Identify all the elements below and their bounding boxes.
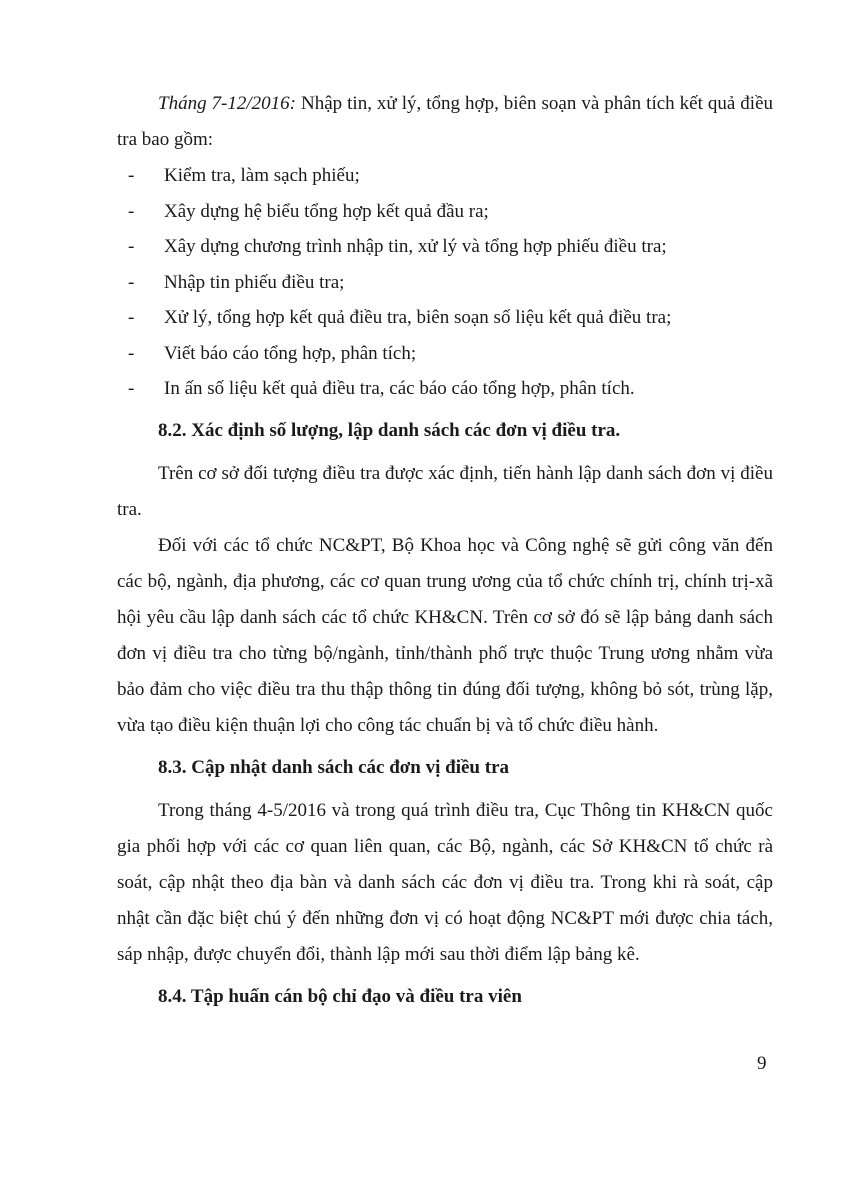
section-heading-8-2: 8.2. Xác định số lượng, lập danh sách các đơn vị điều tra.	[158, 419, 621, 441]
list-item-text: Nhập tin phiếu điều tra;	[164, 271, 345, 293]
list-item	[117, 300, 773, 336]
page-number: 9	[757, 1053, 767, 1074]
page-content	[117, 86, 773, 1015]
list-item-text: Viết báo cáo tổng hợp, phân tích;	[164, 342, 417, 364]
list-item	[117, 265, 773, 301]
bullet-dash: -	[128, 200, 135, 222]
list-item-text: Kiểm tra, làm sạch phiếu;	[164, 165, 360, 186]
list-item	[117, 158, 773, 194]
section-8-2-paragraph-1: Trên cơ sở đối tượng điều tra được xác định, tiến hành lập danh sách đơn vị điều tra.	[117, 462, 773, 520]
list-item-text: Xây dựng hệ biểu tổng hợp kết quả đầu ra;	[164, 200, 489, 222]
task-list	[117, 158, 773, 407]
list-item	[117, 336, 773, 372]
section-8-3-paragraph-1: Trong tháng 4-5/2016 và trong quá trình điều tra, Cục Thông tin KH&CN quốc gia phối hợp với các cơ quan liên quan, các Bộ, ngành, các Sở KH&CN tổ chức rà soát, cập nhật theo địa bàn và danh sách các đơn vị điều tra. Trong khi rà soát, cập nhật cần đặc biệt chú ý đến những đơn vị có hoạt động NC&PT mới được chia tách, sáp nhập, được chuyển đổi, thành lập mới sau thời điểm lập bảng kê.	[117, 799, 773, 965]
bullet-dash: -	[128, 236, 135, 257]
bullet-dash: -	[128, 342, 135, 364]
bullet-dash: -	[128, 165, 135, 186]
list-item-text: Xử lý, tổng hợp kết quả điều tra, biên soạn số liệu kết quả điều tra;	[164, 307, 672, 328]
list-item	[117, 194, 773, 230]
section-heading-8-3: 8.3. Cập nhật danh sách các đơn vị điều tra	[158, 756, 509, 778]
bullet-dash: -	[128, 271, 135, 293]
list-item-text: Xây dựng chương trình nhập tin, xử lý và tổng hợp phiếu điều tra;	[164, 236, 667, 257]
intro-paragraph	[117, 86, 773, 158]
section-heading-8-4: 8.4. Tập huấn cán bộ chỉ đạo và điều tra viên	[158, 985, 522, 1007]
section-8-2-paragraph-2: Đối với các tổ chức NC&PT, Bộ Khoa học và Công nghệ sẽ gửi công văn đến các bộ, ngành, địa phương, các cơ quan trung ương của tổ chức chính trị, chính trị-xã hội yêu cầu lập danh sách các tổ chức KH&CN. Trên cơ sở đó sẽ lập bảng danh sách đơn vị điều tra cho từng bộ/ngành, tỉnh/thành phố trực thuộc Trung ương nhằm vừa bảo đảm cho việc điều tra thu thập thông tin đúng đối tượng, không bỏ sót, trùng lặp, vừa tạo điều kiện thuận lợi cho công tác chuẩn bị và tổ chức điều hành.	[117, 534, 773, 736]
bullet-dash: -	[128, 378, 135, 399]
list-item-text: In ấn số liệu kết quả điều tra, các báo cáo tổng hợp, phân tích.	[164, 378, 635, 399]
list-item	[117, 371, 773, 407]
period-label: Tháng 7-12/2016:	[158, 93, 296, 114]
intro-text: Nhập tin, xử lý, tổng hợp, biên soạn và phân tích kết quả điều tra bao gồm:	[117, 93, 774, 150]
bullet-dash: -	[128, 307, 135, 328]
list-item	[117, 229, 773, 265]
